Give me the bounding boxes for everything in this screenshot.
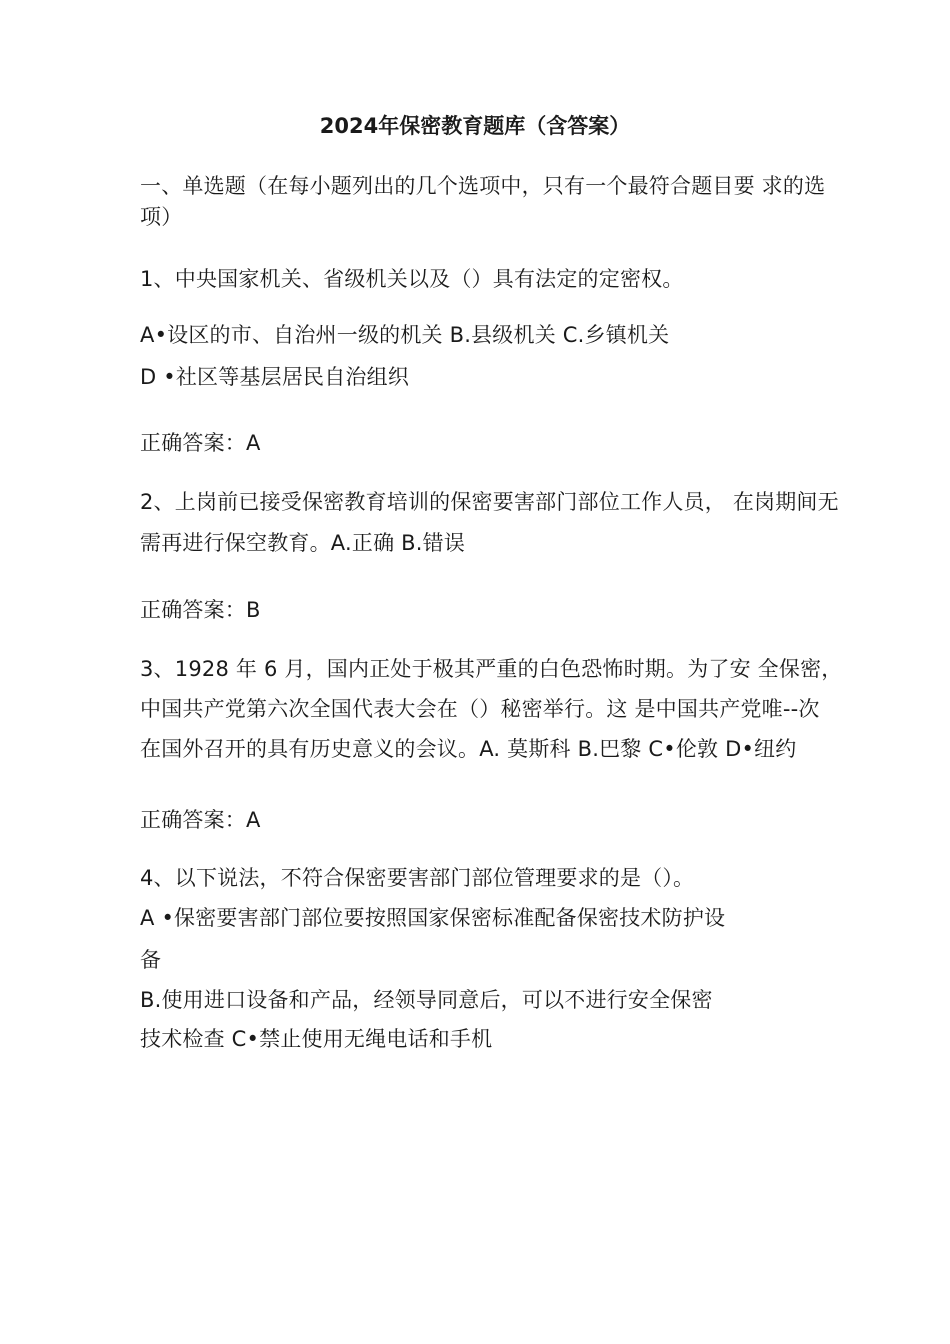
question-4-option-line-4: 技术检查 C•禁止使用无绳电话和手机 (140, 1027, 493, 1051)
question-1-option-line-1: A•设区的市、自治州一级的机关 B.县级机关 C.乡镇机关 (140, 323, 670, 347)
question-1-answer: 正确答案：A (140, 431, 261, 455)
question-4-option-line-2: 备 (140, 948, 162, 972)
question-3-text-line-2: 中国共产党第六次全国代表大会在（）秘密举行。这 是中国共产党唯--次 (140, 697, 820, 721)
question-2-text-line-2: 需再进行保空教育。A.正确 B.错误 (140, 531, 466, 555)
section-heading-line-2: 项） (140, 205, 183, 229)
question-1-text: 1、中央国家机关、省级机关以及（）具有法定的定密权。 (140, 267, 684, 291)
question-4-text: 4、以下说法，不符合保密要害部门部位管理要求的是（）。 (140, 866, 695, 890)
question-4-option-line-3: B.使用进口设备和产品，经领导同意后，可以不进行安全保密 (140, 988, 713, 1012)
question-4-option-line-1: A •保密要害部门部位要按照国家保密标准配备保密技术防护设 (140, 906, 726, 930)
question-3-text-line-3: 在国外召开的具有历史意义的会议。A. 莫斯科 B.巴黎 C•伦敦 D•纽约 (140, 737, 797, 761)
question-3-answer: 正确答案：A (140, 808, 261, 832)
section-heading-line-1: 一、单选题（在每小题列出的几个选项中，只有一个最符合题目要 求的选 (140, 174, 826, 198)
question-1-option-line-2: D •社区等基层居民自治组织 (140, 365, 410, 389)
question-2-answer: 正确答案：B (140, 598, 261, 622)
question-3-text-line-1: 3、1928 年 6 月，国内正处于极其严重的白色恐怖时期。为了安 全保密， (140, 657, 843, 681)
document-title: 2024年保密教育题库（含答案） (319, 114, 631, 138)
question-2-text-line-1: 2、上岗前已接受保密教育培训的保密要害部门部位工作人员， 在岗期间无 (140, 490, 839, 514)
